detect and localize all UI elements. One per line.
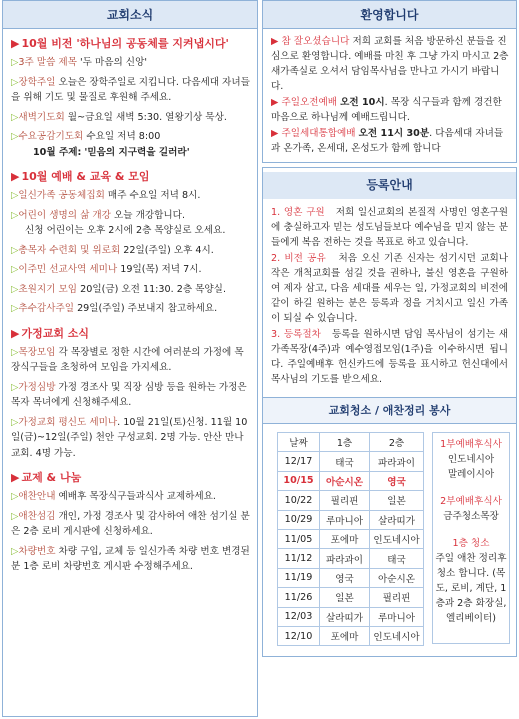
vision-heading: ▶ 10월 비전 '하나님의 공동체를 지켜냅시다' [11,37,229,50]
church-news-panel [2,0,258,717]
table-row: 11/26 일본 필리핀 [278,588,424,607]
list-item: ▷수요공감기도회 수요일 저녁 8:00 10월 주제: '믿음의 지구력을 길러라' [11,131,190,158]
triangle-outline-icon: ▷ [11,303,19,314]
cleaning-section [263,397,516,656]
list-item: ▷추수감사주일 29일(주일) 주보내지 참고하세요. [11,303,218,314]
triangle-outline-icon: ▷ [11,190,19,201]
triangle-outline-icon: ▷ [11,131,19,142]
table-row: 12/03 살라띠가 루마니아 [278,607,424,626]
meal-notes: 1부예배후식사 인도네시아 말레이시아 2부예배후식사 금주청소목장 1층 청소 주일 애찬 정리후 청소 합니다. (목도, 로비, 계단, 1층과 2층 화장실, 엘리베이터) [432,432,510,644]
registration-paragraph: 3. 등록절차 등록을 원하시면 담임 목사님이 섬기는 새가족목장(4주)과 예수영접모임(1주)을 이수하시면 됩니다. 주일예배후 헌신카드에 등록을 표시하고 헌신대에서 목사님의 기도를 받으세요. [271,329,508,385]
triangle-icon: ▶ [11,326,20,340]
list-item: ▷일신가족 공동체집회 매주 수요일 저녁 8시. [11,190,201,201]
triangle-outline-icon: ▷ [11,283,19,295]
triangle-outline-icon: ▷ [11,111,19,123]
list-item: ▷장학주일 오늘은 장학주일로 지킵니다. 다음세대 자녀들을 위해 기도 및 물질로 후원해 주세요. [11,76,250,103]
registration-title: 등록안내 [263,172,516,199]
triangle-outline-icon: ▷ [11,510,19,522]
triangle-icon: ▶ [271,36,282,47]
list-item: ▷차량번호 차량 구입, 교체 등 일신가족 차량 번호 변경된 분 1층 로비 차량번호 게시판 수정해주세요. [11,545,250,572]
triangle-outline-icon: ▷ [11,381,19,393]
list-item: ▷초원지기 모임 20일(금) 오전 11:30. 2층 목양실. [11,283,226,295]
table-row: 11/05 포에마 인도네시아 [278,529,424,548]
welcome-paragraph: ▶ 주일세대통합예배 오전 11시 30분. 다음세대 자녀들과 온가족, 온세대, 온성도가 함께 합니다 [271,128,504,154]
church-news-title: 교회소식 [3,1,257,29]
triangle-outline-icon: ▷ [11,346,19,358]
triangle-outline-icon: ▷ [11,416,19,428]
list-item: ▷어린이 생명의 삶 개강 오늘 개강합니다. 신청 어린이는 오후 2시에 2층 목양실로 오세요. [11,209,226,236]
cleaning-table [277,432,424,646]
table-row: 12/10 포에마 인도네시아 [278,626,424,645]
triangle-outline-icon: ▷ [11,264,19,275]
triangle-outline-icon: ▷ [11,209,19,221]
table-header-row: 날짜 1층 2층 [278,433,424,452]
triangle-outline-icon: ▷ [11,76,19,88]
list-item: ▷가정심방 가정 경조사 및 직장 심방 등을 원하는 가정은 목자 목녀에게 신청해주세요. [11,381,247,408]
list-item: ▷애찬섬김 개인, 가정 경조사 및 감사하여 애찬 섬기실 분은 2층 로비 게시판에 신청하세요. [11,510,250,537]
registration-paragraph: 2. 비전 공유 처음 오신 기존 신자는 섬기시던 교회나 작은 개척교회를 섬길 것을 권하나, 불신 영혼을 구원하여 제자 삼고, 다음 세대를 세우는 일, 가정교회의 비전에 같이 하길 원하는 분은 등록과 정을 거치시고 일신 가족이 되실 수 있습니다. [271,253,509,324]
triangle-outline-icon: ▷ [11,545,19,557]
triangle-icon: ▶ [11,471,20,484]
fellowship-heading: ▶ 교제 & 나눔 [11,471,82,484]
list-item: ▷가정교회 평신도 세미나. 10월 21일(토)신청. 11월 10일(금)~12일(주일) 천안 구성교회. 2명 가능. 안산 만나교회. 4명 가능. [11,416,248,459]
list-item: ▷애찬안내 예배후 목장식구들과식사 교제하세요. [11,491,216,502]
triangle-outline-icon: ▷ [11,491,19,502]
list-item: ▷3주 말씀 제목 '두 마음의 신앙' [11,57,147,68]
list-item: ▷이주민 선교사역 세미나 19일(목) 저녁 7시. [11,264,202,275]
list-item: ▷목장모임 각 목장별로 정한 시간에 여러분의 가정에 목장식구들을 초청하여 모임을 가지세요. [11,346,244,373]
triangle-icon: ▶ [271,128,282,139]
triangle-icon: ▶ [11,37,20,50]
triangle-outline-icon: ▷ [11,57,19,68]
house-church-heading: ▶ 가정교회 소식 [11,326,90,340]
table-row: 11/12 파라과이 태국 [278,549,424,568]
table-row: 10/29 루마니아 살라띠가 [278,510,424,529]
table-row-highlighted: 10/15 아순시온 영국 [278,471,424,490]
welcome-panel [262,0,517,163]
triangle-outline-icon: ▷ [11,244,19,256]
cleaning-title: 교회청소 / 애찬정리 봉사 [263,398,516,424]
list-item: ▷총목자 수련회 및 위로회 22일(주일) 오후 4시. [11,244,214,256]
registration-panel [262,167,517,657]
table-row: 12/17 태국 파라과이 [278,452,424,471]
registration-paragraph: 1. 영혼 구원 저희 일신교회의 본질적 사명인 영혼구원에 충실하고자 믿는 성도님들보다 예수님을 믿지 않는 분들에게 복음 전하는 것을 목표로 하고 있습니다. [271,207,508,248]
triangle-icon: ▶ [271,97,282,108]
list-item: ▷새벽기도회 월~금요일 새벽 5:30. 열왕기상 묵상. [11,111,227,123]
right-column [262,0,517,661]
table-row: 10/22 필리핀 일본 [278,491,424,510]
events-heading: ▶ 10월 예배 & 교육 & 모임 [11,170,150,183]
welcome-paragraph: ▶ 참 잘오셨습니다 저희 교회를 처음 방문하신 분들을 진심으로 환영합니다. 예배를 마친 후 그냥 가지 마시고 2층 새가족실로 오셔서 담임목사님을 만나고 가시기 바랍니다. [271,36,509,92]
table-row: 11/19 영국 아순시온 [278,568,424,587]
welcome-paragraph: ▶ 주일오전예배 오전 10시. 목장 식구들과 함께 경건한 마음으로 하나님께 예배드립니다. [271,97,502,123]
welcome-title: 환영합니다 [263,1,516,29]
triangle-icon: ▶ [11,170,20,183]
